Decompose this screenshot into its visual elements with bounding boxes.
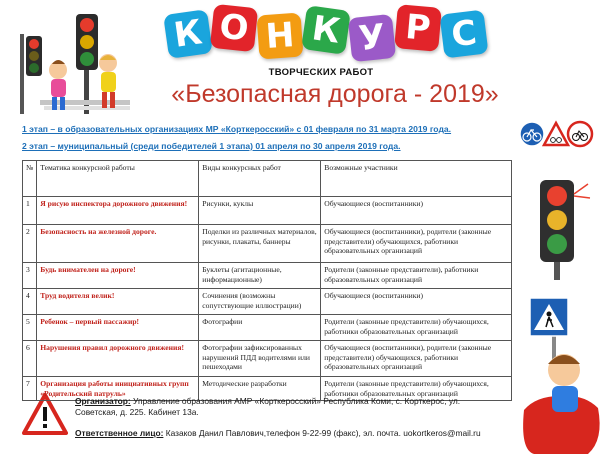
header-topic: Тематика конкурсной работы — [37, 161, 199, 197]
responsible-info — [75, 428, 505, 439]
organizer-label: Организатор: — [75, 396, 131, 406]
contest-table — [22, 160, 512, 401]
table-row — [23, 263, 512, 289]
row-topic: Труд водителя велик! — [37, 289, 199, 315]
table-header-row — [23, 161, 512, 197]
row-type: Буклеты (агитационные, информационные) — [199, 263, 321, 289]
row-num: 7 — [23, 377, 37, 401]
row-topic: Я рисую инспектора дорожного движения! — [37, 197, 199, 225]
row-participants: Обучающиеся (воспитанники), родители (законные представители) обучающихся, работники образовательных организаций — [321, 225, 512, 263]
header-type: Виды конкурсных работ — [199, 161, 321, 197]
title-letter-tile: С — [439, 9, 488, 58]
row-participants: Обучающиеся (воспитанники) — [321, 197, 512, 225]
row-topic: Будь внимателен на дороге! — [37, 263, 199, 289]
stage-1-text: 1 этап – в образовательных организациях МР «Корткеросский» с 01 февраля по 31 марта 2019 года. — [22, 124, 452, 134]
row-topic: Ребенок – первый пассажир! — [37, 315, 199, 341]
title-letter-tile: Р — [394, 4, 442, 52]
title-letter-tile: О — [210, 4, 258, 52]
row-num: 5 — [23, 315, 37, 341]
contest-title — [166, 6, 488, 64]
responsible-label: Ответственное лицо: — [75, 428, 164, 438]
row-num: 2 — [23, 225, 37, 263]
title-letter-tile: Н — [257, 13, 304, 60]
row-topic: Безопасность на железной дороге. — [37, 225, 199, 263]
subtitle-contest-name: «Безопасная дорога - 2019» — [171, 80, 499, 108]
traffic-light-illustration — [18, 8, 138, 120]
row-participants: Родители (законные представители), работники образовательных организаций — [321, 263, 512, 289]
row-participants: Обучающиеся (воспитанники) — [321, 289, 512, 315]
row-num: 4 — [23, 289, 37, 315]
title-letter-tile: К — [301, 5, 351, 55]
organizer-text: Управление образования АМР «Корткеросский» Республика Коми, с. Корткерос, ул. Советская, д. 225. Кабинет 13а. — [75, 396, 461, 418]
table-row — [23, 341, 512, 377]
row-topic: Нарушения правил дорожного движения! — [37, 341, 199, 377]
table-row — [23, 197, 512, 225]
title-letter-tile: К — [163, 9, 213, 59]
header-num: № — [23, 161, 37, 197]
title-letter-tile: У — [348, 14, 396, 62]
row-type: Поделки из различных материалов, рисунки, плакаты, баннеры — [199, 225, 321, 263]
organizer-info — [75, 396, 501, 419]
table-row — [23, 315, 512, 341]
stage-2-text: 2 этап – муниципальный (среди победителей 1 этапа) 01 апреля по 30 апреля 2019 года. — [22, 141, 401, 151]
row-type: Сочинения (возможны сопутствующие иллюстрации) — [199, 289, 321, 315]
subtitle-creative-works: ТВОРЧЕСКИХ РАБОТ — [268, 67, 374, 78]
row-num: 3 — [23, 263, 37, 289]
row-participants: Обучающиеся (воспитанники), родители (законные представители) обучающихся, работники образовательных организаций — [321, 341, 512, 377]
row-participants: Родители (законные представители) обучающихся, работники образовательных организаций — [321, 315, 512, 341]
table-row — [23, 289, 512, 315]
row-type: Фотографии зафиксированных нарушений ПДД водителями или пешеходами — [199, 341, 321, 377]
table-row — [23, 225, 512, 263]
responsible-text: Казаков Данил Павлович,телефон 9-22-99 (факс), эл. почта. uokortkeros@mail.ru — [163, 428, 481, 438]
traffic-light-icon — [528, 176, 594, 280]
row-topic: Организация работы инициативных групп «Родительский патруль» — [37, 377, 199, 401]
row-type: Рисунки, куклы — [199, 197, 321, 225]
pedestrian-crossing-sign-icon — [518, 290, 604, 454]
header-participants: Возможные участники — [321, 161, 512, 197]
row-participants: Родители (законные представители) обучающихся, работники образовательных организаций — [321, 377, 512, 401]
row-type: Фотографии — [199, 315, 321, 341]
row-num: 6 — [23, 341, 37, 377]
row-type: Методические разработки — [199, 377, 321, 401]
row-num: 1 — [23, 197, 37, 225]
bicycle-sign-icon — [518, 120, 594, 148]
